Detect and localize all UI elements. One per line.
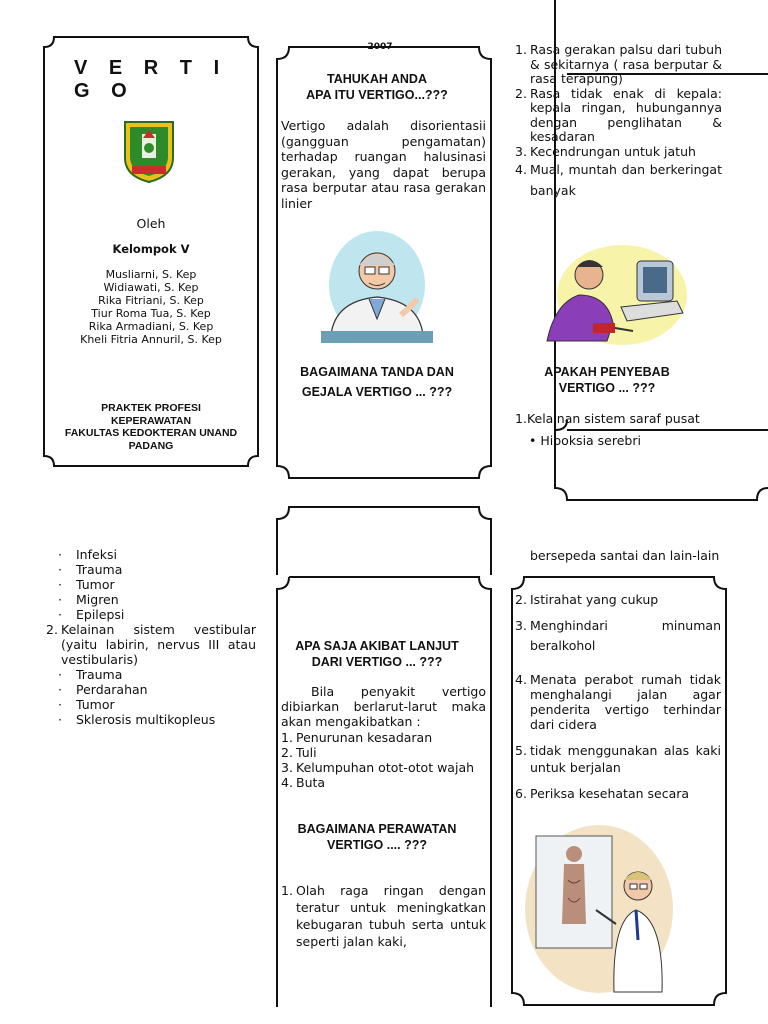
symptoms-list-block xyxy=(515,43,722,201)
doctor-anatomy-chart-icon xyxy=(524,824,674,994)
care-item-text: Periksa kesehatan secara xyxy=(530,786,690,801)
care-item: Olah raga ringan dengan teratur untuk meningkatkan kebugaran tubuh serta untuk seperti jalan kaki, xyxy=(296,883,486,949)
care-continuation: bersepeda santai dan lain-lain xyxy=(530,548,720,563)
effects-panel xyxy=(275,575,493,1007)
heading-line: APA ITU VERTIGO...??? xyxy=(306,88,448,102)
heading-line: BAGAIMANA PERAWATAN xyxy=(297,822,457,836)
list-number: 2. xyxy=(46,622,58,637)
bullet-icon: • xyxy=(529,433,541,448)
effects-list-block xyxy=(281,730,486,790)
institution-line: KEPERAWATAN xyxy=(110,414,192,427)
vertigo-definition: Vertigo adalah disorientasii (gangguan pengamatan) terhadap ruangan halusinasi gerakan, yang dapat berupa rasa berputar atau rasa gerakan linier xyxy=(281,118,486,211)
cause-bullet: · Trauma xyxy=(46,667,256,682)
effect-item: Buta xyxy=(296,775,326,790)
care-item xyxy=(515,786,721,801)
cause-bullet-1 xyxy=(529,433,729,448)
cause-bullet: · Trauma xyxy=(46,562,256,577)
intro-panel xyxy=(275,42,493,480)
care-heading xyxy=(275,821,479,853)
cover-group-label: Kelompok V xyxy=(112,242,190,256)
care-item-text: Menghindari minuman beralkohol xyxy=(530,618,721,653)
cause-item-1 xyxy=(515,411,725,426)
care-item xyxy=(515,742,721,776)
intro-heading xyxy=(275,71,479,103)
symptom-item: Mual, muntah dan berkeringat banyak xyxy=(530,162,722,198)
care-item-text: Istirahat yang cukup xyxy=(530,592,659,607)
heading-line: VERTIGO ... ??? xyxy=(558,381,656,395)
cause-item-text: Kelainan sistem saraf pusat xyxy=(526,411,700,426)
institution-line: PRAKTEK PROFESI xyxy=(101,402,201,414)
care-item xyxy=(515,672,721,732)
cause-heading xyxy=(537,364,677,396)
symptoms-heading xyxy=(275,362,479,402)
effect-item: Penurunan kesadaran xyxy=(296,730,433,745)
cause-bullet-text: Hipoksia serebri xyxy=(540,433,641,448)
heading-line: DARI VERTIGO ... ??? xyxy=(311,655,443,669)
effect-item: Tuli xyxy=(296,745,317,760)
cause-bullet: · Tumor xyxy=(46,577,256,592)
causes-continued xyxy=(46,547,256,727)
cover-by-label: Oleh xyxy=(136,216,166,231)
list-number: 5. xyxy=(515,743,527,758)
cover-members xyxy=(42,268,260,346)
symptom-item: Kecendrungan untuk jatuh xyxy=(530,143,696,159)
cause-bullet: · Perdarahan xyxy=(46,682,256,697)
care-list-block xyxy=(281,882,486,950)
heading-line: APAKAH PENYEBAB xyxy=(544,365,670,379)
doctor-pointing-icon xyxy=(321,223,433,343)
effects-heading xyxy=(275,638,479,670)
effects-intro: Bila penyakit vertigo dibiarkan berlarut-larut maka akan mengakibatkan : xyxy=(281,684,486,729)
care-item xyxy=(515,592,721,607)
institution-line: FAKULTAS KEDOKTERAN UNAND xyxy=(64,427,238,439)
list-number: 2. xyxy=(515,592,527,607)
list-number: 4. xyxy=(515,672,527,687)
cover-institution xyxy=(42,402,260,452)
heading-line: VERTIGO .... ??? xyxy=(327,838,427,852)
symptom-item: Rasa gerakan palsu dari tubuh & sekitarnya ( rasa berputar & rasa terapung) xyxy=(530,42,722,86)
university-crest-icon xyxy=(122,118,176,184)
effect-item: Kelumpuhan otot-otot wajah xyxy=(296,760,475,775)
year-label: 2007 xyxy=(367,42,393,52)
cause-bullet: · Sklerosis multikopleus xyxy=(46,712,256,727)
heading-line: TAHUKAH ANDA xyxy=(327,72,427,86)
cause-bullet: · Tumor xyxy=(46,697,256,712)
cover-panel xyxy=(42,35,260,468)
list-number: 1. xyxy=(515,411,527,426)
cause-item-text: Kelainan sistem vestibular (yaitu labirin, nervus III atau vestibularis) xyxy=(61,622,256,667)
dizzy-man-computer-icon xyxy=(537,243,687,350)
heading-line: GEJALA VERTIGO ... ??? xyxy=(301,385,453,399)
cause-bullet: · Migren xyxy=(46,592,256,607)
member-name: Widiawati, S. Kep xyxy=(103,281,199,294)
member-name: Tiur Roma Tua, S. Kep xyxy=(91,307,211,320)
care-item-text: tidak menggunakan alas kaki untuk berjalan xyxy=(530,743,721,775)
top-stub-panel xyxy=(275,505,493,575)
member-name: Rika Armadiani, S. Kep xyxy=(88,320,214,333)
member-name: Musliarni, S. Kep xyxy=(105,268,197,281)
cover-title: V E R T I G O xyxy=(74,57,228,102)
institution-line: PADANG xyxy=(128,439,174,452)
cause-bullet: · Epilepsi xyxy=(46,607,256,622)
care-item-text: Menata perabot rumah tidak menghalangi jalan agar penderita vertigo terhindar dari cidera xyxy=(530,672,721,732)
member-name: Kheli Fitria Annuril, S. Kep xyxy=(80,333,222,346)
member-name: Rika Fitriani, S. Kep xyxy=(98,294,204,307)
heading-line: APA SAJA AKIBAT LANJUT xyxy=(295,639,459,653)
symptom-item: Rasa tidak enak di kepala: kepala ringan, hubungannya dengan penglihatan & kesadaran xyxy=(530,85,722,144)
heading-line: BAGAIMANA TANDA DAN xyxy=(300,365,454,379)
list-number: 6. xyxy=(515,786,527,801)
cause-bullet: · Infeksi xyxy=(46,547,256,562)
list-number: 3. xyxy=(515,618,527,633)
care-item xyxy=(515,616,721,656)
stub-border xyxy=(275,505,493,575)
cause-item-2 xyxy=(46,622,256,667)
care-items-block xyxy=(515,592,721,801)
